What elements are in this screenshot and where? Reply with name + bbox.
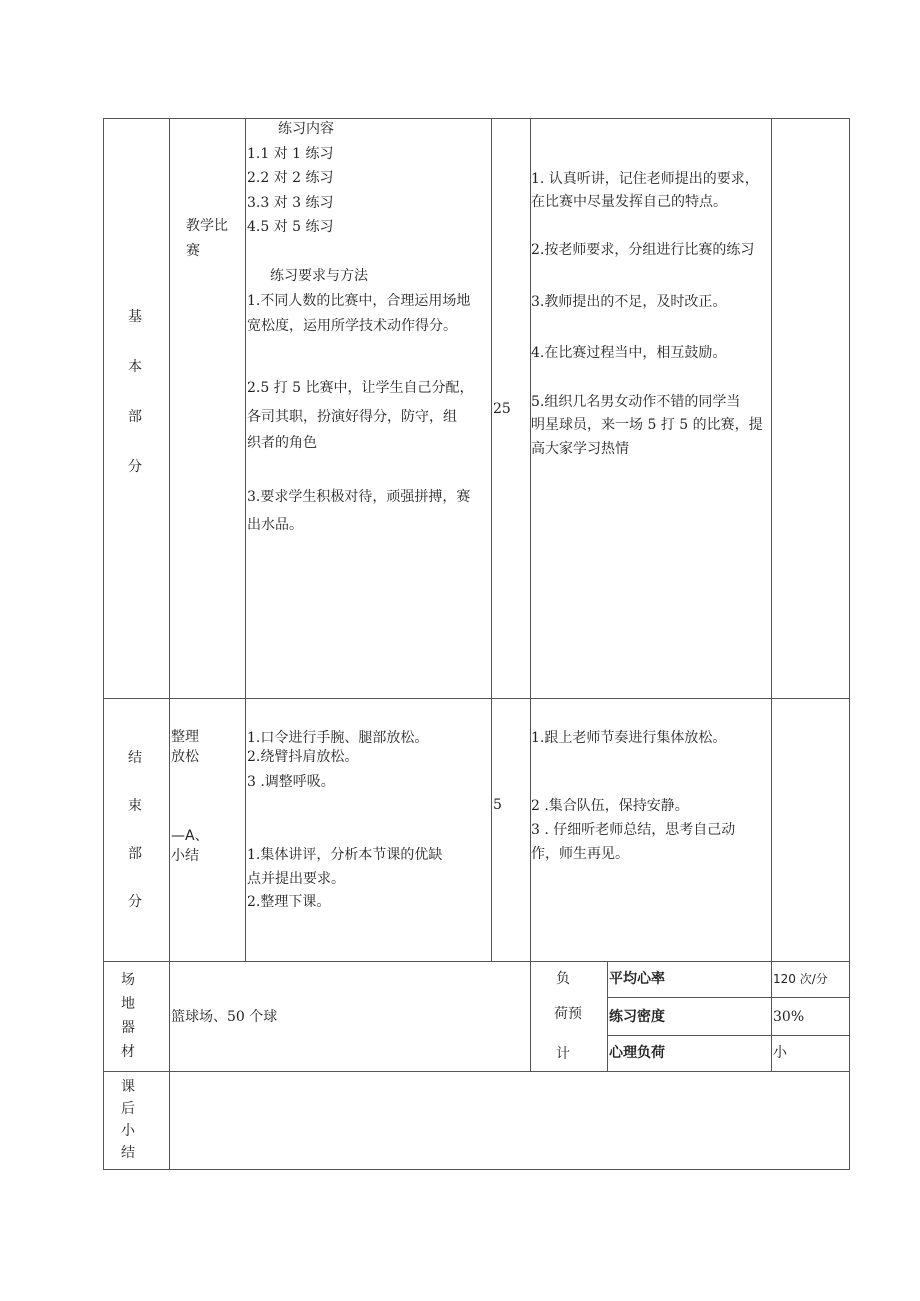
table-border-left — [103, 118, 104, 1170]
content-item: 2.2 对 2 练习 — [247, 170, 334, 186]
end-time: 5 — [493, 797, 502, 813]
load-label: 荷预 — [554, 1006, 582, 1022]
method-text: 织者的角色 — [247, 435, 317, 451]
student-activity: 明星球员，来一场 5 打 5 的比赛，提 — [531, 417, 763, 433]
equipment-label: 场 地 器 材 — [121, 972, 135, 1060]
end-content: 1.口令进行手腕、腿部放松。 — [247, 730, 429, 746]
load-row-divider — [607, 1035, 850, 1036]
table-border-top — [103, 118, 850, 119]
load-row-value: 30% — [773, 1009, 805, 1025]
col-divider — [245, 118, 246, 961]
method-text: 宽松度，运用所学技术动作得分。 — [247, 318, 457, 334]
table-border-right — [849, 118, 850, 1170]
load-row-value: 小 — [773, 1045, 787, 1061]
end-content: 2.绕臂抖肩放松。 — [247, 749, 359, 765]
end-content: 2.整理下课。 — [247, 894, 331, 910]
end-item-label: 放松 — [171, 749, 199, 765]
col-divider — [169, 118, 170, 1170]
col-divider — [607, 961, 608, 1071]
load-label: 计 — [556, 1046, 570, 1062]
method-text: 1.不同人数的比赛中，合理运用场地 — [247, 293, 471, 309]
end-student-activity: 1.跟上老师节奏进行集体放松。 — [531, 730, 727, 746]
end-content: 点并提出要求。 — [247, 871, 345, 887]
row-divider — [103, 1071, 850, 1072]
method-heading: 练习要求与方法 — [270, 268, 368, 284]
student-activity: 4.在比赛过程当中，相互鼓励。 — [531, 345, 727, 361]
content-item: 3.3 对 3 练习 — [247, 195, 334, 211]
student-activity: 5.组织几名男女动作不错的同学当 — [531, 394, 741, 410]
end-content: 1.集体讲评，分析本节课的优缺 — [247, 847, 443, 863]
end-student-activity: 3 . 仔细听老师总结，思考自己动 — [531, 822, 736, 838]
basic-time: 25 — [493, 401, 511, 417]
table-border-bottom — [103, 1169, 850, 1170]
method-text: 3.要求学生积极对待，顽强拼搏，赛 — [247, 489, 471, 505]
student-activity: 在比赛中尽量发挥自己的特点。 — [531, 194, 727, 210]
load-row-divider — [607, 997, 850, 998]
method-text: 各司其职，扮演好得分，防守，组 — [247, 409, 457, 425]
content-item: 4.5 对 5 练习 — [247, 219, 334, 235]
end-item-label: —A、 — [171, 828, 209, 844]
load-row-name: 平均心率 — [609, 971, 665, 987]
col-divider — [771, 118, 772, 1071]
load-row-name: 练习密度 — [609, 1009, 665, 1025]
method-text: 出水品。 — [247, 517, 303, 533]
end-student-activity: 2 .集合队伍，保持安静。 — [531, 798, 689, 814]
row-divider — [103, 961, 850, 962]
row-divider — [103, 698, 850, 699]
basic-item-label: 赛 — [186, 243, 200, 259]
equipment-value: 篮球场、50 个球 — [171, 1009, 278, 1025]
content-heading: 练习内容 — [278, 121, 334, 137]
end-item-label: 小结 — [171, 848, 199, 864]
end-section-label: 结 束 部 分 — [128, 750, 142, 910]
student-activity: 3.教师提出的不足，及时改正。 — [531, 294, 727, 310]
end-student-activity: 作，师生再见。 — [531, 846, 629, 862]
end-content: 3 .调整呼吸。 — [247, 774, 335, 790]
load-row-value: 120 次/分 — [773, 972, 828, 986]
summary-label: 课 后 小 结 — [121, 1079, 135, 1161]
content-item: 1.1 对 1 练习 — [247, 146, 334, 162]
end-item-label: 整理 — [171, 729, 199, 745]
method-text: 2.5 打 5 比赛中，让学生自己分配， — [247, 380, 474, 396]
basic-item-label: 教学比 — [186, 218, 228, 234]
load-row-name: 心理负荷 — [609, 1045, 665, 1061]
col-divider — [491, 118, 492, 961]
load-label: 负 — [556, 971, 570, 987]
basic-section-label: 基 本 部 分 — [128, 309, 142, 475]
student-activity: 高大家学习热情 — [531, 441, 629, 457]
student-activity: 1. 认真听讲，记住老师提出的要求， — [531, 171, 759, 187]
student-activity: 2.按老师要求，分组进行比赛的练习 — [531, 242, 755, 258]
